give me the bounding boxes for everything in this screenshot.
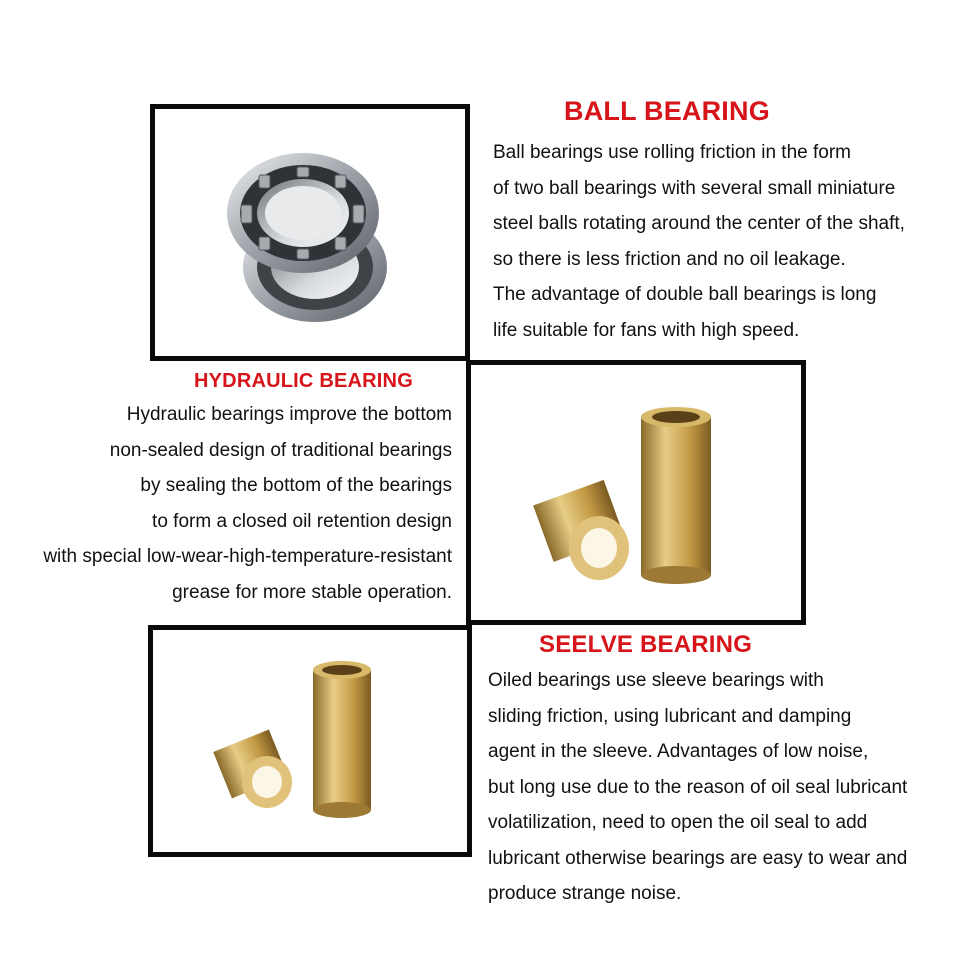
sleeve-bearing-title: SEELVE BEARING — [539, 631, 753, 658]
ball-bearing-image — [155, 109, 465, 356]
description-line: agent in the sleeve. Advantages of low noise, — [488, 741, 869, 762]
description-line: non-sealed design of traditional bearings — [109, 439, 452, 461]
ball-bearing-description — [493, 135, 905, 348]
description-line: by sealing the bottom of the bearings — [140, 475, 452, 496]
description-line: sliding friction, using lubricant and damping — [488, 705, 852, 727]
ball-bearing-title: BALL BEARING — [564, 96, 770, 126]
description-line: Oiled bearings use sleeve bearings with — [488, 670, 824, 691]
description-line: to form a closed oil retention design — [152, 510, 452, 532]
sleeve-bearing-image — [153, 630, 467, 852]
description-line: Hydraulic bearings improve the bottom — [126, 404, 452, 425]
description-line: The advantage of double ball bearings is long — [493, 284, 877, 305]
sleeve-bearing-photo-frame — [148, 625, 472, 857]
description-line: grease for more stable operation. — [172, 581, 452, 603]
description-line: of two ball bearings with several small miniature — [493, 177, 896, 199]
description-line: Ball bearings use rolling friction in the form — [493, 142, 852, 163]
description-line: so there is less friction and no oil leakage. — [493, 248, 846, 270]
description-line: steel balls rotating around the center of the shaft, — [493, 213, 905, 234]
ball-bearing-photo-frame — [150, 104, 470, 361]
description-line: life suitable for fans with high speed. — [493, 319, 800, 341]
description-line: but long use due to the reason of oil seal lubricant — [488, 776, 908, 798]
hydraulic-bearing-title: HYDRAULIC BEARING — [194, 370, 413, 392]
description-line: volatilization, need to open the oil seal to add — [488, 812, 868, 833]
description-line: with special low-wear-high-temperature-resistant — [43, 546, 452, 567]
hydraulic-bearing-image — [471, 365, 801, 620]
sleeve-bearing-description — [488, 663, 907, 912]
hydraulic-bearing-description — [43, 397, 452, 610]
hydraulic-bearing-photo-frame — [466, 360, 806, 625]
description-line: lubricant otherwise bearings are easy to wear and — [488, 847, 908, 869]
description-line: produce strange noise. — [488, 883, 682, 904]
